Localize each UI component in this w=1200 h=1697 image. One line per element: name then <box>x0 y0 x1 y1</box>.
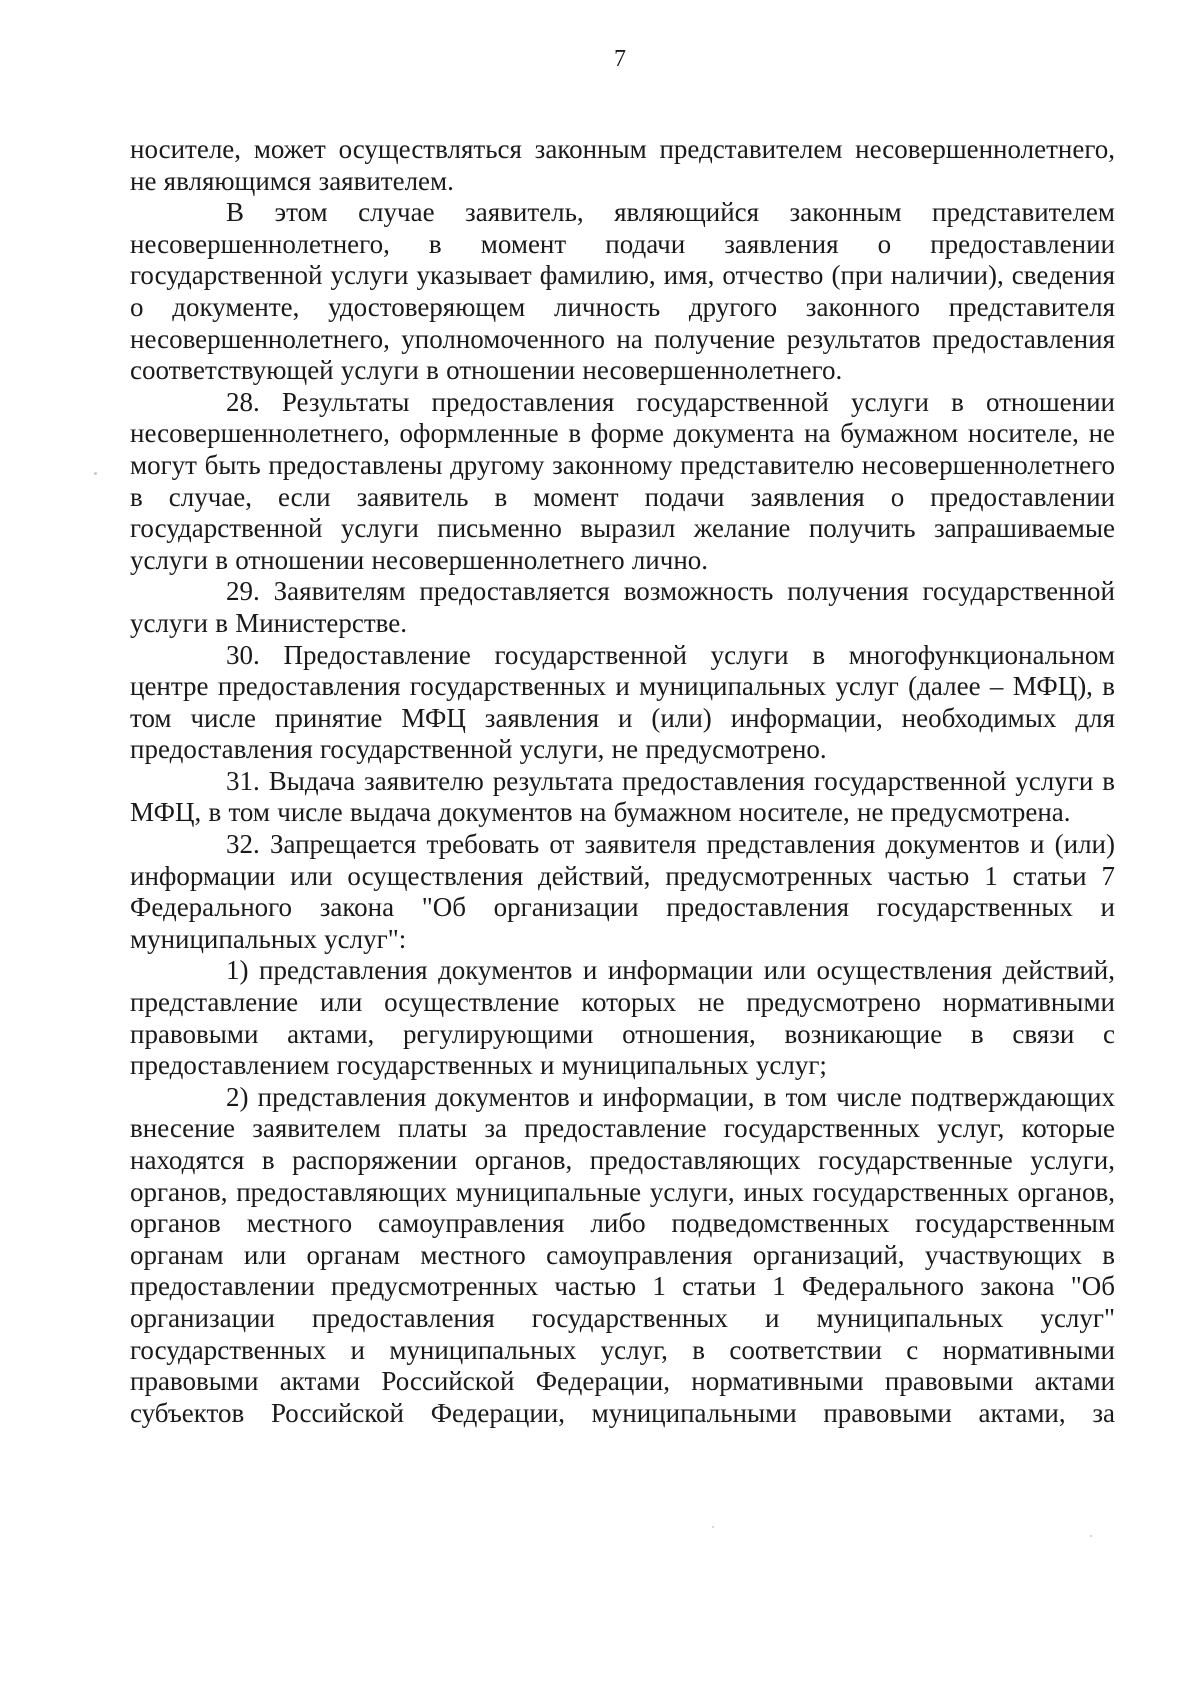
paragraph-item-31: 31. Выдача заявителю результата предоставления государственной услуги в МФЦ, в том числе выдача документов на бумажном носителе, не предусмотрена. <box>130 765 1115 828</box>
paragraph-item-28: 28. Результаты предоставления государственной услуги в отношении несовершеннолетнего, оформленные в форме документа на бумажном носителе, не могут быть предоставлены другому законному представителю несовершеннолетнего в случае, если заявитель в момент подачи заявления о предоставлении государственной услуги письменно выразил желание получить запрашиваемые услуги в отношении несовершеннолетнего лично. <box>130 386 1115 575</box>
paragraph-item-30: 30. Предоставление государственной услуги в многофункциональном центре предоставления государственных и муниципальных услуг (далее – МФЦ), в том числе принятие МФЦ заявления и (или) информации, необходимых для предоставления государственной услуги, не предусмотрено. <box>130 639 1115 765</box>
paragraph-item-29: 29. Заявителям предоставляется возможность получения государственной услуги в Министерстве. <box>130 576 1115 638</box>
scan-speck <box>712 1526 714 1528</box>
document-body <box>130 134 1115 1429</box>
paragraph-item-32: 32. Запрещается требовать от заявителя представления документов и (или) информации или осуществления действий, предусмотренных частью 1 статьи 7 Федерального закона "Об организации предоставления государственных и муниципальных услуг": <box>130 829 1115 954</box>
scan-speck <box>94 472 97 475</box>
scan-speck <box>1090 1535 1092 1537</box>
paragraph: В этом случае заявитель, являющийся законным представителем несовершеннолетнего, в момент подачи заявления о предоставлении государственной услуги указывает фамилию, имя, отчество (при наличии), сведения о документе, удостоверяющем личность другого законного представителя несовершеннолетнего, уполномоченного на получение результатов предоставления соответствующей услуги в отношении несовершеннолетнего. <box>130 197 1115 386</box>
list-item-1: 1) представления документов и информации или осуществления действий, представление или осуществление которых не предусмотрено нормативными правовыми актами, регулирующими отношения, возникающие в связи с предоставлением государственных и муниципальных услуг; <box>130 955 1115 1081</box>
list-item-2: 2) представления документов и информации, в том числе подтверждающих внесение заявителем платы за предоставление государственных услуг, которые находятся в распоряжении органов, предоставляющих государственные услуги, органов, предоставляющих муниципальные услуги, иных государственных органов, органов местного самоуправления либо подведомственных государственным органам или органам местного самоуправления организаций, участвующих в предоставлении предусмотренных частью 1 статьи 1 Федерального закона "Об организации предоставления государственных и муниципальных услуг" государственных и муниципальных услуг, в соответствии с нормативными правовыми актами Российской Федерации, нормативными правовыми актами субъектов Российской Федерации, муниципальными правовыми актами, за <box>130 1081 1115 1428</box>
paragraph: носителе, может осуществляться законным представителем несовершеннолетнего, не являющимся заявителем. <box>130 134 1115 196</box>
page-number: 7 <box>614 46 626 72</box>
